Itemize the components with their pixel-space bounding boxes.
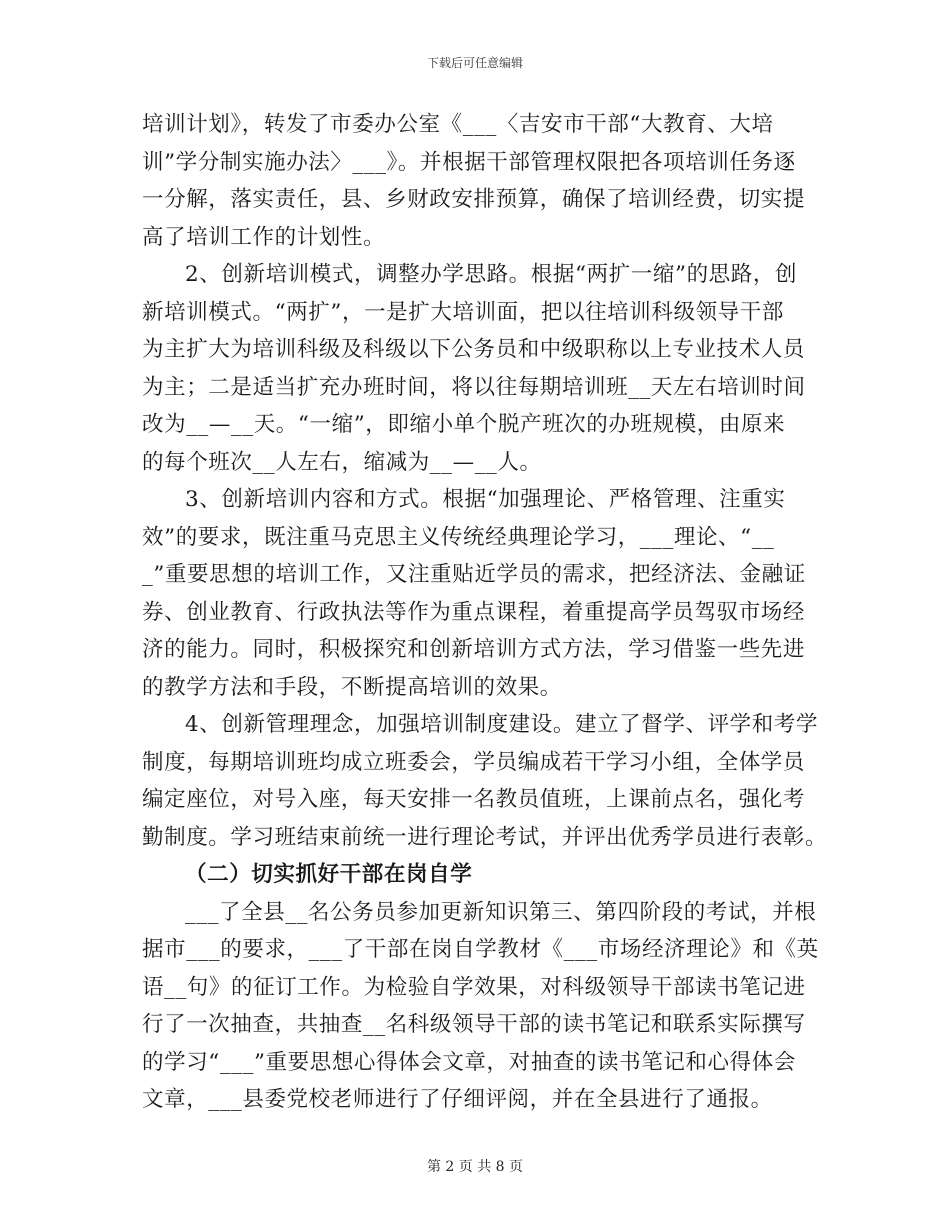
text-line: 为主；二是适当扩充办班时间，将以往每期培训班__天左右培训时间 [142, 374, 806, 400]
text-line: 新培训模式。“两扩”，一是扩大培训面，把以往培训科级领导干部 [142, 299, 784, 325]
text-line: 行了一次抽查，共抽查__名科级领导干部的读书笔记和联系实际撰写 [142, 1012, 806, 1037]
text-line: _”重要思想的培训工作，又注重贴近学员的需求，把经济法、金融证 [142, 562, 806, 587]
text-line: 据市___的要求，___了干部在岗自学教材《___市场经济理论》和《英 [142, 937, 819, 962]
paragraph-training-mode [142, 256, 806, 481]
text-line: 勤制度。学习班结束前统一进行理论考试，并评出优秀学员进行表彰。 [142, 824, 828, 850]
text-line: ___了全县__名公务员参加更新知识第三、第四阶段的考试，并根 [185, 899, 817, 925]
section-heading: （二）切实抓好干部在岗自学 [185, 862, 473, 887]
text-line: 4、创新管理理念，加强培训制度建设。建立了督学、评学和考学 [185, 712, 819, 737]
text-line: 2、创新培训模式，调整办学思路。根据“两扩一缩”的思路，创 [185, 262, 798, 287]
text-line: 效”的要求，既注重马克思主义传统经典理论学习，___理论、“__ [142, 524, 775, 550]
text-line: 制度，每期培训班均成立班委会，学员编成若干学习小组，全体学员 [142, 749, 806, 775]
text-line: 文章，___县委党校老师进行了仔细评阅，并在全县进行了通报。 [142, 1087, 773, 1112]
paragraph-management [142, 706, 828, 856]
page-number-footer: 第 2 页 共 8 页 [426, 1159, 524, 1175]
text-line: 3、创新培训内容和方式。根据“加强理论、严格管理、注重实 [185, 487, 786, 512]
document-body [142, 106, 828, 1119]
text-line: 培训计划》，转发了市委办公室《___〈吉安市干部“大教育、大培 [142, 112, 774, 137]
paragraph-plan-continued [142, 106, 806, 256]
text-line: 的学习“___”重要思想心得体会文章，对抽查的读书笔记和心得体会 [142, 1049, 796, 1075]
text-line: 高了培训工作的计划性。 [142, 224, 386, 250]
text-line: 券、创业教育、行政执法等作为重点课程，着重提高学员驾驭市场经 [142, 599, 806, 625]
text-line: 为主扩大为培训科级及科级以下公务员和中级职称以上专业技术人员 [142, 337, 806, 362]
paragraph-training-content [142, 481, 806, 706]
text-line: 一分解，落实责任，县、乡财政安排预算，确保了培训经费，切实提 [142, 187, 806, 212]
text-line: 改为__—__天。“一缩”，即缩小单个脱产班次的办班规模，由原来 [142, 412, 786, 437]
text-line: 济的能力。同时，积极探究和创新培训方式方法，学习借鉴一些先进 [142, 637, 806, 662]
text-line: 编定座位，对号入座，每天安排一名教员值班，上课前点名，强化考 [142, 787, 806, 812]
text-line: 的每个班次__人左右，缩减为__—__人。 [142, 449, 542, 475]
paragraph-self-study [142, 894, 819, 1119]
text-line: 训”学分制实施办法〉___》。并根据干部管理权限把各项培训任务逐 [142, 149, 796, 175]
text-line: 的教学方法和手段，不断提高培训的效果。 [142, 674, 562, 700]
page-header-note: 下载后可任意编辑 [426, 56, 523, 70]
section-heading-self-study [142, 856, 806, 894]
text-line: 语__句》的征订工作。为检验自学效果，对科级领导干部读书笔记进 [142, 974, 806, 1000]
